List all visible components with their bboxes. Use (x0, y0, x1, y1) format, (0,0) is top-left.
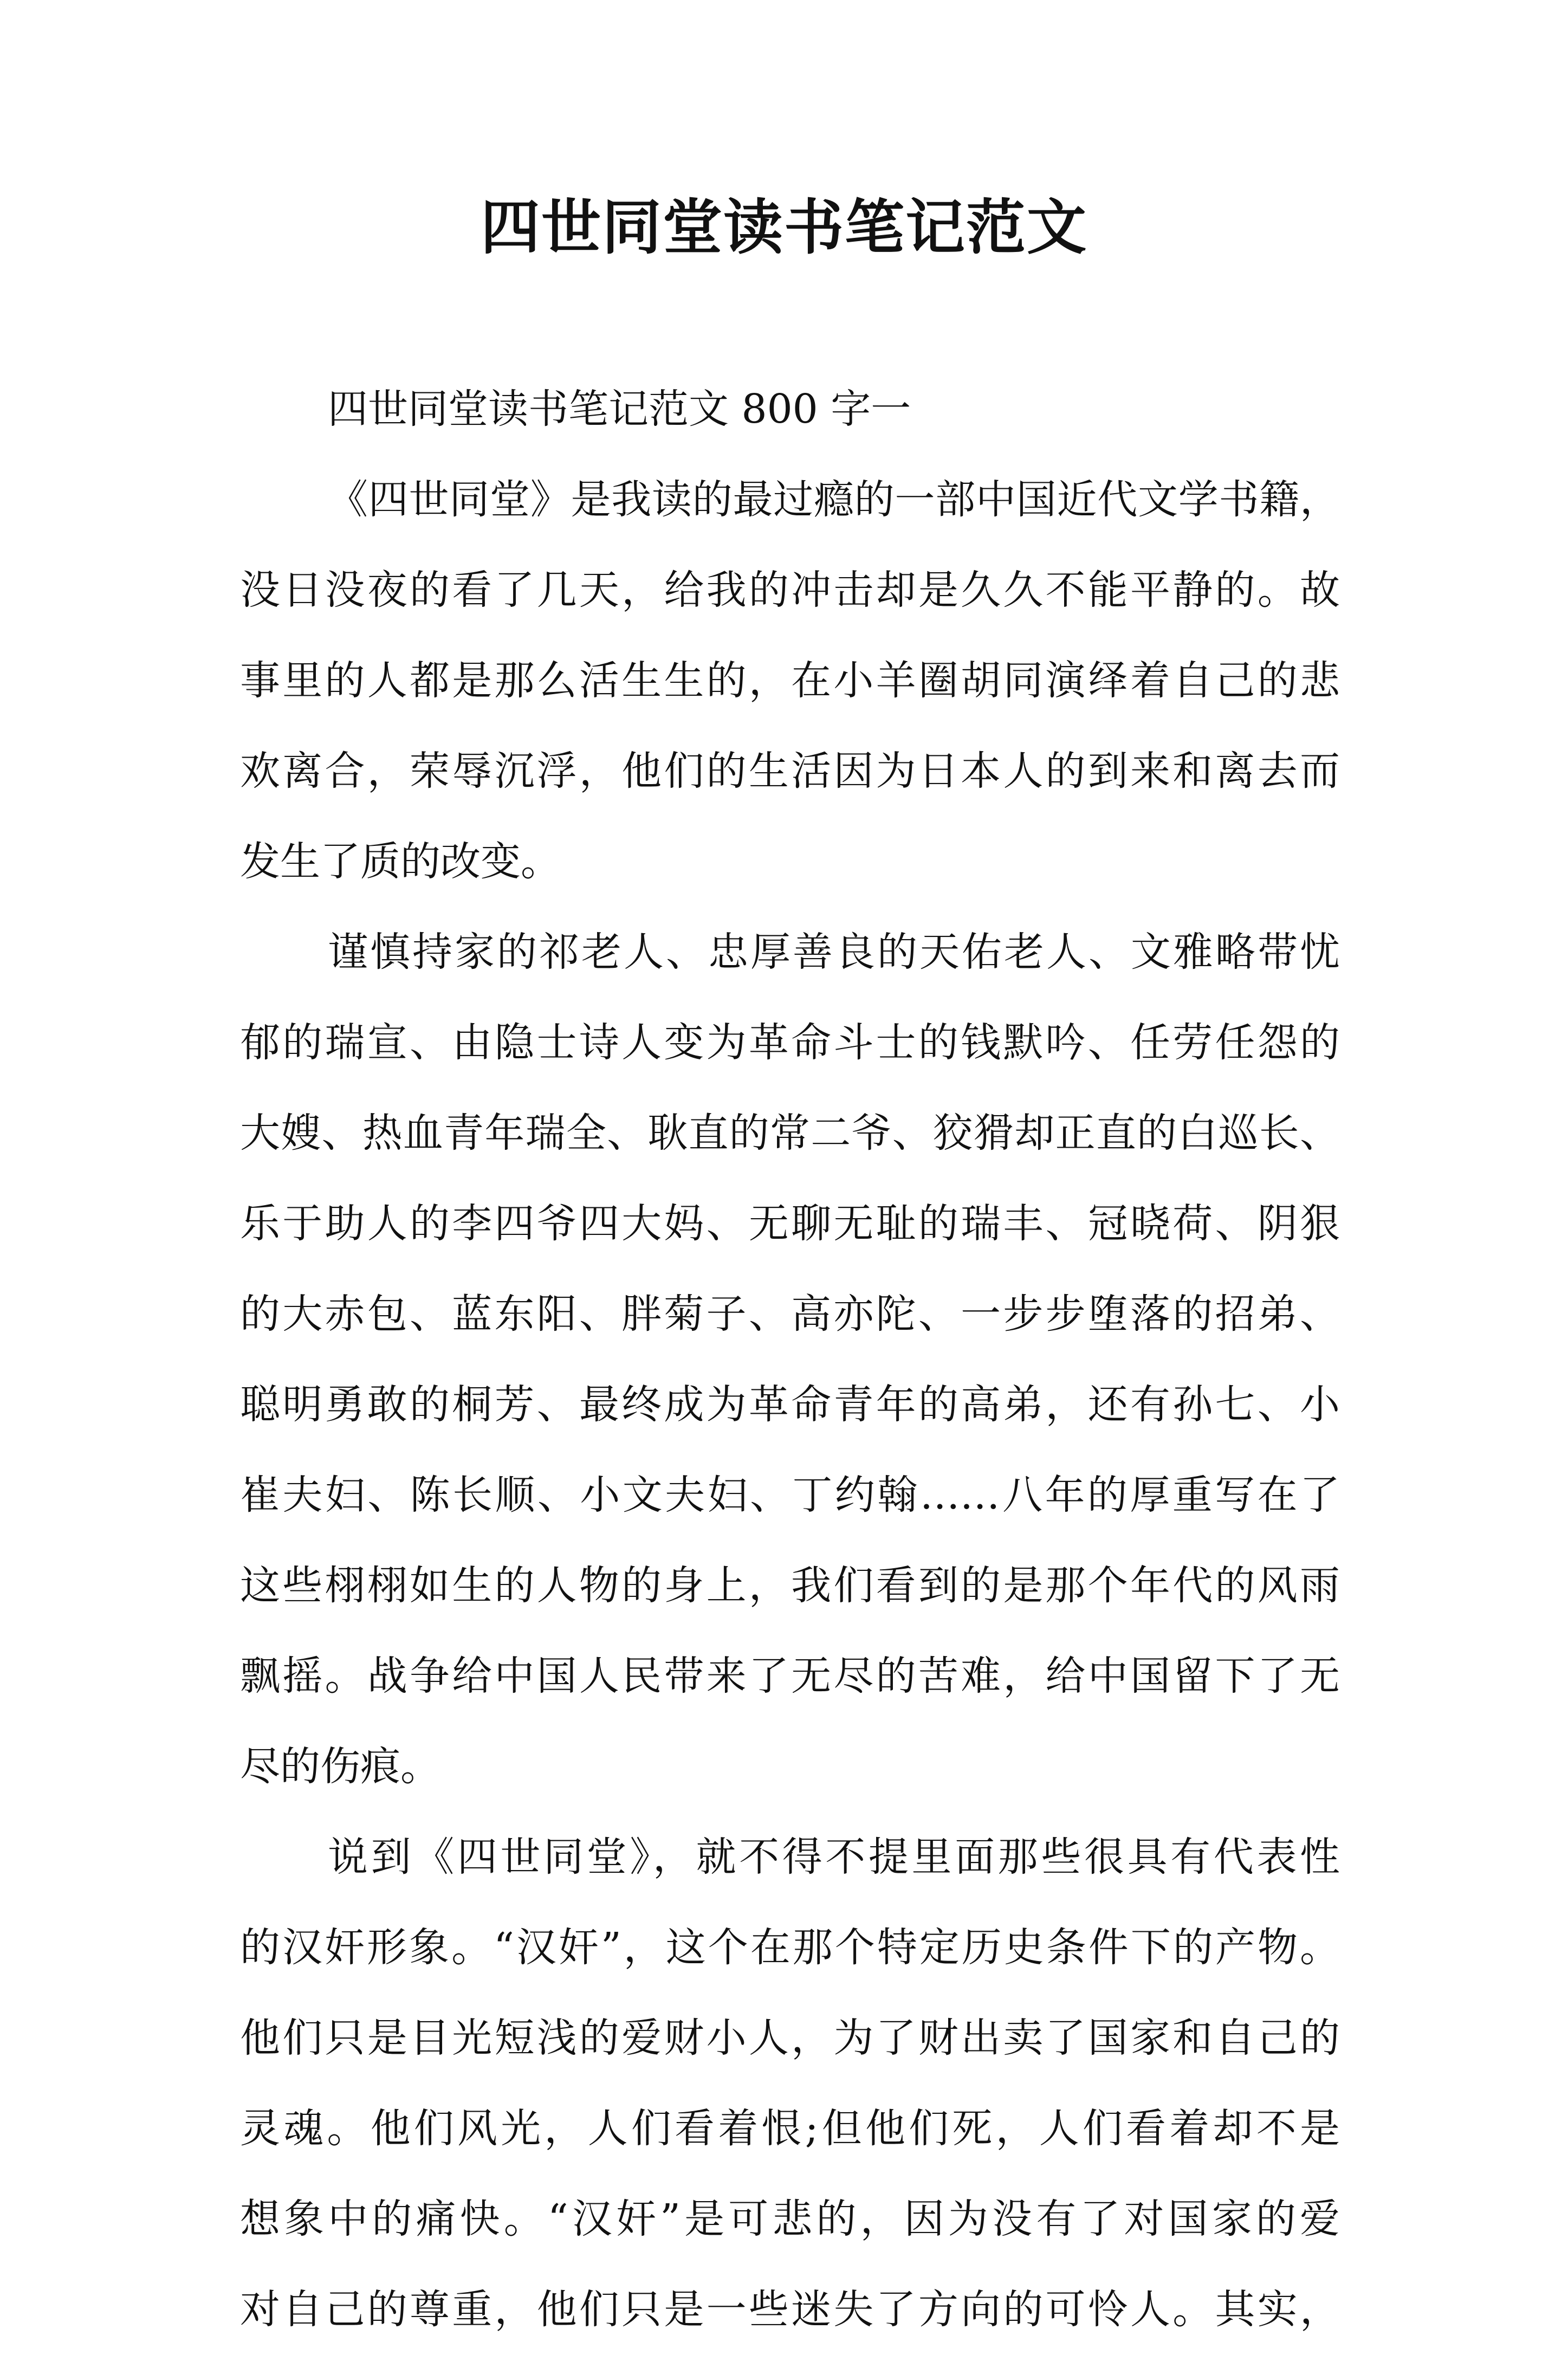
text-line: 欢离合，荣辱沉浮，他们的生活因为日本人的到来和离去而 (240, 748, 1340, 794)
text-line: 尽的伤痕。 (240, 1743, 440, 1790)
text-line: 的汉奸形象。“汉奸”，这个在那个特定历史条件下的产物。 (240, 1924, 1340, 1971)
text-line: 发生了质的改变。 (240, 838, 561, 885)
text-line: 大嫂、热血青年瑞全、耿直的常二爷、狡猾却正直的白巡长、 (240, 1110, 1340, 1156)
text-line: 灵魂。他们风光，人们看着恨;但他们死，人们看着却不是 (240, 2105, 1340, 2152)
text-line: 说到《四世同堂》，就不得不提里面那些很具有代表性 (328, 1834, 1340, 1880)
text-line: 乐于助人的李四爷四大妈、无聊无耻的瑞丰、冠晓荷、阴狠 (240, 1200, 1340, 1247)
text-line: 他们只是目光短浅的爱财小人，为了财出卖了国家和自己的 (240, 2015, 1340, 2061)
text-line: 谨慎持家的祁老人、忠厚善良的天佑老人、文雅略带忧 (328, 929, 1340, 975)
text-line: 《四世同堂》是我读的最过瘾的一部中国近代文学书籍， (328, 476, 1340, 523)
text-line: 崔夫妇、陈长顺、小文夫妇、丁约翰……八年的厚重写在了 (240, 1472, 1340, 1518)
text-line: 想象中的痛快。“汉奸”是可悲的，因为没有了对国家的爱 (240, 2196, 1340, 2242)
text-line: 没日没夜的看了几天，给我的冲击却是久久不能平静的。故 (240, 567, 1340, 613)
text-line: 对自己的尊重，他们只是一些迷失了方向的可怜人。其实， (240, 2286, 1340, 2333)
text-line: 郁的瑞宣、由隐士诗人变为革命斗士的钱默吟、任劳任怨的 (240, 1019, 1340, 1066)
document-body (240, 364, 1340, 2355)
text-line: 飘摇。战争给中国人民带来了无尽的苦难，给中国留下了无 (240, 1653, 1340, 1699)
text-line: 事里的人都是那么活生生的，在小羊圈胡同演绎着自己的悲 (240, 657, 1340, 704)
section-heading: 四世同堂读书笔记范文 800 字一 (328, 386, 911, 432)
text-line: 这些栩栩如生的人物的身上，我们看到的是那个年代的风雨 (240, 1562, 1340, 1609)
document-title: 四世同堂读书笔记范文 (481, 192, 1087, 262)
text-line: 的大赤包、蓝东阳、胖菊子、高亦陀、一步步堕落的招弟、 (240, 1291, 1340, 1337)
text-line: 聪明勇敢的桐芳、最终成为革命青年的高弟，还有孙七、小 (240, 1381, 1340, 1428)
